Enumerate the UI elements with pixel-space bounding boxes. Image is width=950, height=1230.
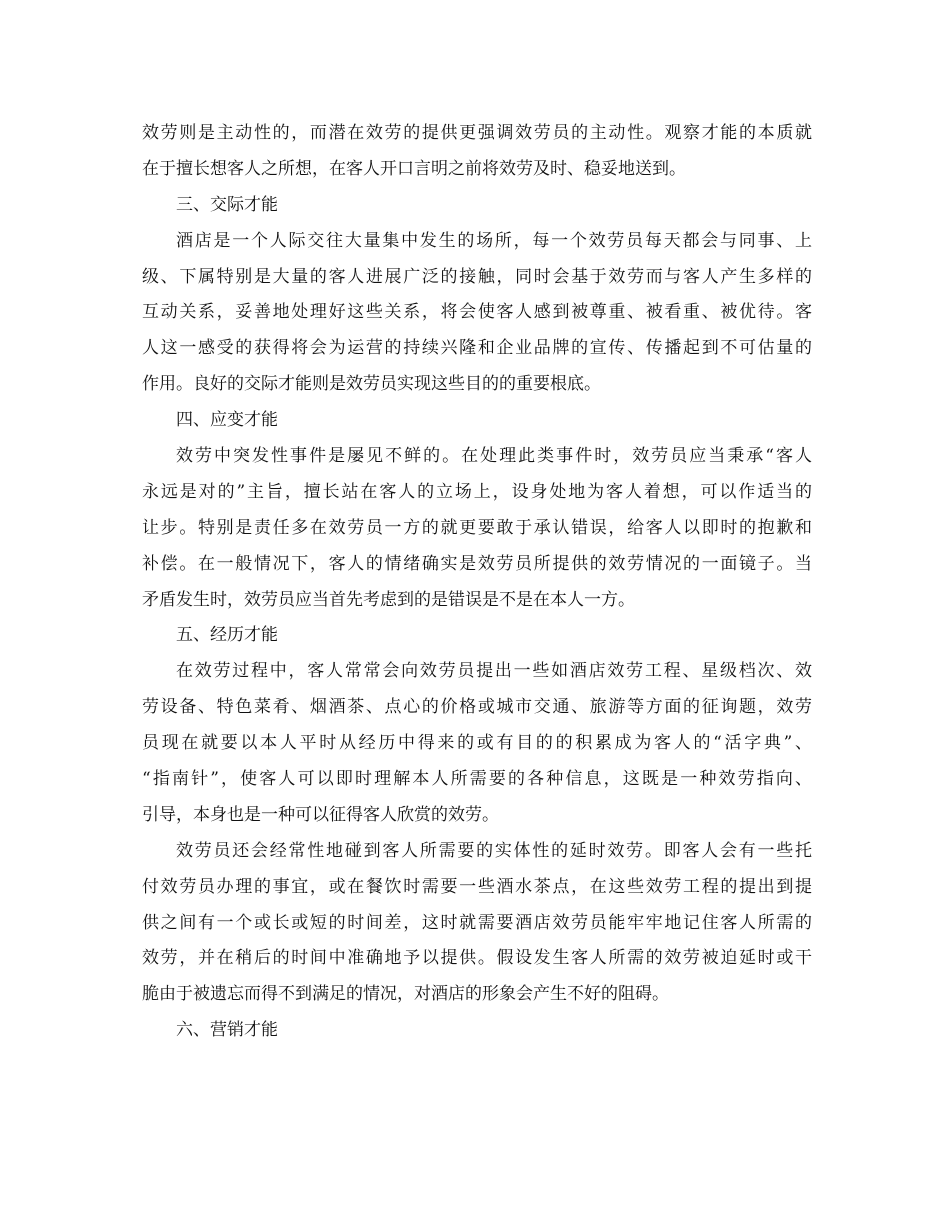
text-line: 效劳中突发性事件是屡见不鲜的。在处理此类事件时，效劳员应当秉承“客人 [176, 446, 812, 467]
text-line: 付效劳员办理的事宜，或在餐饮时需要一些酒水茶点，在这些效劳工程的提出到提 [142, 876, 812, 897]
text-line: 劳设备、特色菜肴、烟酒茶、点心的价格或城市交通、旅游等方面的征询题，效劳 [142, 697, 812, 718]
text-line: 补偿。在一般情况下，客人的情绪确实是效劳员所提供的效劳情况的一面镜子。当 [142, 553, 812, 574]
text-line: 酒店是一个人际交往大量集中发生的场所，每一个效劳员每天都会与同事、上 [176, 230, 812, 251]
section-heading: 四、应变才能 [176, 410, 278, 431]
text-line: 供之间有一个或长或短的时间差，这时就需要酒店效劳员能牢牢地记住客人所需的 [142, 912, 812, 933]
text-line: 引导，本身也是一种可以征得客人欣赏的效劳。 [142, 804, 499, 825]
text-line: 效劳则是主动性的，而潜在效劳的提供更强调效劳员的主动性。观察才能的本质就 [142, 123, 812, 143]
text-line: 矛盾发生时，效劳员应当首先考虑到的是错误是不是在本人一方。 [142, 589, 635, 610]
text-line: 员现在就要以本人平时从经历中得来的或有目的的积累成为客人的“活字典”、 [142, 733, 812, 754]
text-line: 互动关系，妥善地处理好这些关系，将会使客人感到被尊重、被看重、被优待。客 [142, 302, 812, 323]
text-line: 在于擅长想客人之所想，在客人开口言明之前将效劳及时、稳妥地送到。 [142, 158, 686, 179]
text-line: 人这一感受的获得将会为运营的持续兴隆和企业品牌的宣传、传播起到不可估量的 [142, 338, 812, 359]
document-body [142, 116, 812, 1049]
text-line: “指南针”，使客人可以即时理解本人所需要的各种信息，这既是一种效劳指向、 [142, 769, 812, 790]
text-line: 在效劳过程中，客人常常会向效劳员提出一些如酒店效劳工程、星级档次、效 [176, 661, 812, 682]
section-heading: 六、营销才能 [176, 1020, 278, 1041]
text-line: 级、下属特别是大量的客人进展广泛的接触，同时会基于效劳而与客人产生多样的 [142, 266, 812, 287]
text-line: 效劳员还会经常性地碰到客人所需要的实体性的延时效劳。即客人会有一些托 [176, 840, 812, 861]
text-line: 让步。特别是责任多在效劳员一方的就更要敢于承认错误，给客人以即时的抱歉和 [142, 517, 812, 538]
section-heading: 三、交际才能 [176, 194, 278, 215]
text-line: 脆由于被遗忘而得不到满足的情况，对酒店的形象会产生不好的阻碍。 [142, 984, 669, 1005]
text-line: 作用。良好的交际才能则是效劳员实现这些目的的重要根底。 [142, 374, 601, 395]
text-line: 永远是对的”主旨，擅长站在客人的立场上，设身处地为客人着想，可以作适当的 [142, 481, 812, 502]
section-heading: 五、经历才能 [176, 625, 278, 646]
text-line: 效劳，并在稍后的时间中准确地予以提供。假设发生客人所需的效劳被迫延时或干 [142, 948, 812, 969]
